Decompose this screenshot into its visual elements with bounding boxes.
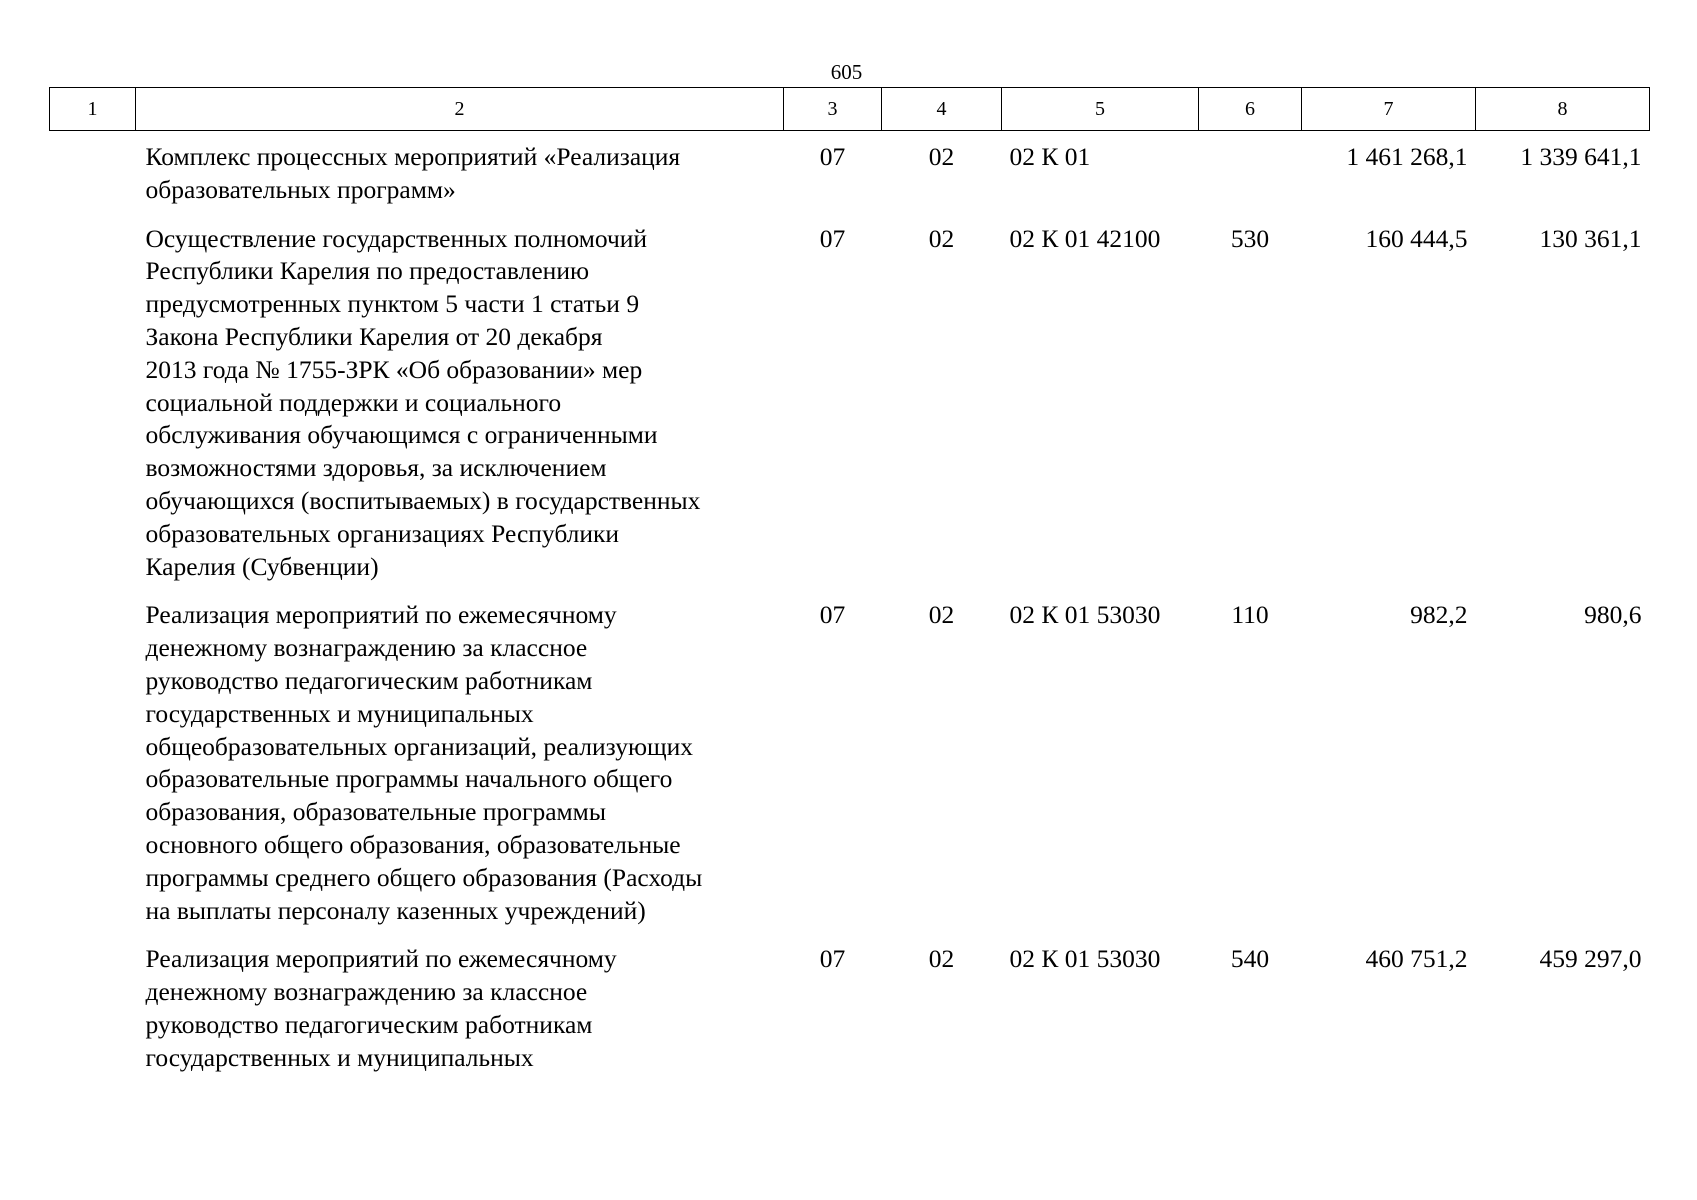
- amount-col8: 980,6: [1584, 600, 1642, 630]
- row-index-cell: [50, 131, 136, 213]
- row-index-cell: [50, 589, 136, 933]
- row-index-cell: [50, 213, 136, 590]
- page-number: [0, 60, 1697, 84]
- column-header-8: 8: [1476, 88, 1650, 131]
- expense-type-code: 110: [1231, 600, 1269, 630]
- amount-col7: 160 444,5: [1365, 223, 1468, 253]
- row-index-cell: [50, 933, 136, 1080]
- amount-col7: 982,2: [1410, 600, 1468, 630]
- section-code: 07: [819, 223, 846, 253]
- amount-col8: 1 339 641,1: [1520, 142, 1642, 171]
- table-row: [50, 131, 1650, 213]
- section-code: 07: [819, 142, 846, 171]
- column-header-5: 5: [1002, 88, 1199, 131]
- page-number-text: 605: [830, 60, 863, 84]
- budget-table: [49, 87, 1650, 1081]
- table-row: [50, 933, 1650, 1080]
- target-article-code: 02 К 01 53030: [1009, 600, 1161, 630]
- subsection-code: 02: [928, 944, 955, 974]
- expense-name: Комплекс процессных мероприятий «Реализация образовательных программ»: [145, 142, 681, 204]
- expense-name: Реализация мероприятий по ежемесячному денежному вознаграждению за классное руководство педагогическим работникам государственных и муниципальных: [145, 944, 617, 1072]
- target-article-code: 02 К 01 53030: [1009, 944, 1161, 974]
- section-code: 07: [819, 600, 846, 630]
- column-header-4: 4: [882, 88, 1002, 131]
- amount-col7: 1 461 268,1: [1346, 142, 1468, 171]
- section-code: 07: [819, 944, 846, 974]
- target-article-code: 02 К 01 42100: [1009, 223, 1161, 253]
- table-header-row: [50, 88, 1650, 131]
- table-row: [50, 589, 1650, 933]
- table-row: [50, 213, 1650, 590]
- expense-type-code: 540: [1230, 944, 1270, 974]
- subsection-code: 02: [928, 600, 955, 630]
- target-article-code: 02 К 01: [1009, 142, 1091, 171]
- expense-type-code: [1199, 131, 1302, 213]
- amount-col7: 460 751,2: [1365, 944, 1468, 974]
- column-header-2: 2: [136, 88, 784, 131]
- expense-type-code: 530: [1230, 223, 1270, 253]
- amount-col8: 459 297,0: [1539, 944, 1642, 974]
- amount-col8: 130 361,1: [1539, 223, 1642, 253]
- column-header-7: 7: [1302, 88, 1476, 131]
- expense-name: Осуществление государственных полномочий Республики Карелия по предоставлению предусмотренных пунктом 5 части 1 статьи 9 Закона Республики Карелия от 20 декабря 2013 года № 1755-ЗРК «Об образовании» мер социальной поддержки и социального обслуживания обучающимся с ограниченными возможностями здоровья, за исключением обучающихся (воспитываемых) в государственных образовательных организациях Республики Карелия (Субвенции): [145, 223, 701, 581]
- expense-name: Реализация мероприятий по ежемесячному денежному вознаграждению за классное руководство педагогическим работникам государственных и муниципальных общеобразовательных организаций, реализующих образовательные программы начального общего образования, образовательные программы основного общего образования, образовательные программы среднего общего образования (Расходы на выплаты персоналу казенных учреждений): [145, 600, 703, 925]
- subsection-code: 02: [928, 142, 955, 171]
- column-header-6: 6: [1199, 88, 1302, 131]
- column-header-1: 1: [50, 88, 136, 131]
- column-header-3: 3: [784, 88, 882, 131]
- subsection-code: 02: [928, 223, 955, 253]
